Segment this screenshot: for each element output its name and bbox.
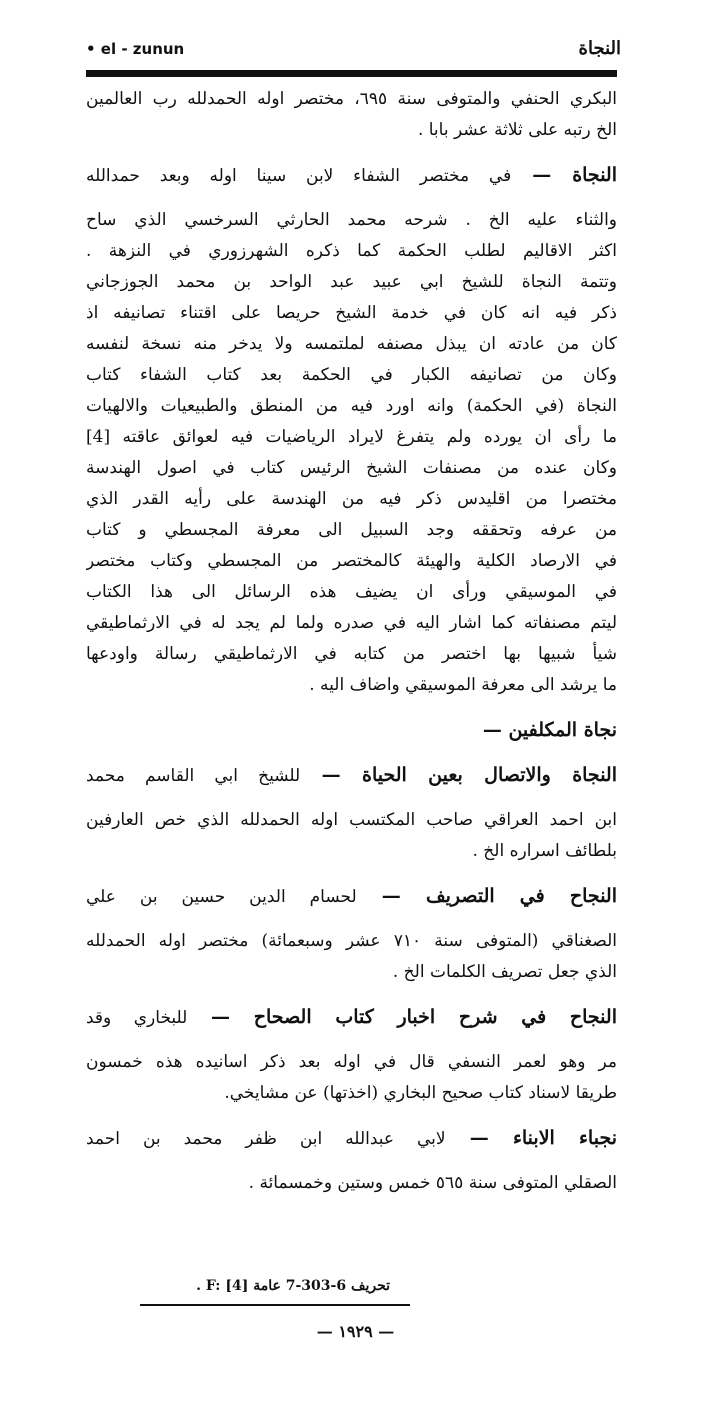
text-line: للشيخ ابي القاسم محمد	[86, 766, 301, 786]
entries-text	[86, 84, 617, 1199]
text-line: الذي جعل تصريف الكلمات الخ .	[392, 962, 617, 982]
entry-first-line	[86, 760, 617, 791]
text-line: والثناء عليه الخ . شرحه محمد الحارثي السرخسي الذي ساح	[86, 210, 617, 230]
entry-first-line	[86, 1123, 617, 1154]
text-line: النجاة (في الحكمة) وانه اورد فيه من المنطق والطبيعيات والالهيات	[86, 396, 617, 416]
text-line: مر وهو لعمر النسفي قال في اوله بعد ذكر اسانيده هذه خمسون	[86, 1052, 617, 1072]
entry-headword: النجاح في التصريف —	[356, 885, 617, 907]
text-line: في الارصاد الكلية والهيئة كالمختصر من المجسطي وكتاب مختصر	[86, 551, 617, 571]
entry-first-line	[86, 1002, 617, 1033]
text-line: للبخاري وقد	[86, 1008, 188, 1028]
entry-first-line	[86, 881, 617, 912]
text-line: الصقلي المتوفى سنة ٥٦٥ خمس وستين وخمسمائة .	[248, 1173, 617, 1193]
text-line: الصغناقي (المتوفى سنة ٧١٠ عشر وسبعمائة) مختصر اوله الحمدلله	[86, 931, 617, 951]
text-line: ما يرشد الى معرفة الموسيقي واضاف اليه .	[309, 675, 617, 695]
text-line: لابي عبدالله ابن ظفر محمد بن احمد	[86, 1129, 446, 1149]
text-line: شيأ شبيها بها اختصر من كتابه في الارثماطيقي رسالة واودعها	[86, 644, 617, 664]
text-line: وكان من تصانيفه الكبار في الحكمة بعد كتاب الشفاء كتاب	[86, 365, 617, 385]
text-line: وتتمة النجاة للشيخ ابي عبيد عبد الواحد بن محمد الجوزجاني	[86, 272, 617, 292]
text-line: مختصرا من اقليدس ذكر فيه من الهندسة على رأيه القدر الذي	[86, 489, 617, 509]
header-right-text: النجاة	[578, 38, 621, 59]
text-line: ذكر فيه انه كان في خدمة الشيخ حريصا على اقتناء تصانيفه اذ	[86, 303, 617, 323]
entry-headword: النجاح في شرح اخبار كتاب الصحاح —	[187, 1006, 617, 1028]
text-line: من عرفه وتحققه وجد السبيل الى معرفة المجسطي و كتاب	[86, 520, 617, 540]
page-number: — ١٩٢٩ —	[316, 1322, 395, 1341]
text-line: اكثر الاقاليم لطلب الحكمة كما ذكره الشهرزوري في النزهة .	[86, 241, 617, 261]
entry-first-line	[86, 160, 617, 191]
text-line: ما رأى ان يورده ولم يتفرغ لايراد الرياضيات فيه لعوائق عاقته [4]	[86, 427, 617, 447]
text-line: لحسام الدين حسين بن علي	[86, 887, 357, 907]
entry-headword: نجاة المكلفين —	[482, 719, 617, 741]
text-line: البكري الحنفي والمتوفى سنة ٦٩٥، مختصر اوله الحمدلله رب العالمين	[86, 89, 617, 109]
entry-headword: النجاة —	[511, 164, 617, 186]
text-line: في الموسيقي ورأى ان يضيف هذه الرسائل الى هذا الكتاب	[86, 582, 617, 602]
running-header	[86, 38, 621, 68]
text-line: وكان عنده من مصنفات الشيخ الرئيس كتاب في اصول الهندسة	[86, 458, 617, 478]
text-line: بلطائف اسراره الخ .	[472, 841, 617, 861]
footnote-rule	[140, 1304, 410, 1306]
text-line: في مختصر الشفاء لابن سينا اوله وبعد حمدالله	[86, 166, 512, 186]
entry-headword: نجباء الابناء —	[445, 1127, 617, 1149]
text-line: الخ رتبه على ثلاثة عشر بابا .	[417, 120, 617, 140]
header-left-text: • el - zunun	[86, 40, 185, 58]
header-rule	[86, 70, 617, 77]
text-line: كان من عادته ان يبذل مصنفه لملتمسه ولا يدخر منه نسخة لنفسه	[86, 334, 617, 354]
footnote: تحريف 6-303-7 عامة F: [4] .	[196, 1278, 390, 1294]
text-line: ابن احمد العراقي صاحب المكتسب اوله الحمدلله الذي خص العارفين	[86, 810, 617, 830]
text-line: ليتم مصنفاته كما اشار اليه في صدره ولما لم يجد له في الارثماطيقي	[86, 613, 617, 633]
entry-first-line	[86, 715, 617, 746]
entry-headword: النجاة والاتصال بعين الحياة —	[300, 764, 617, 786]
text-line: طريقا لاسناد كتاب صحيح البخاري (اخذتها) عن مشايخي.	[224, 1083, 617, 1103]
